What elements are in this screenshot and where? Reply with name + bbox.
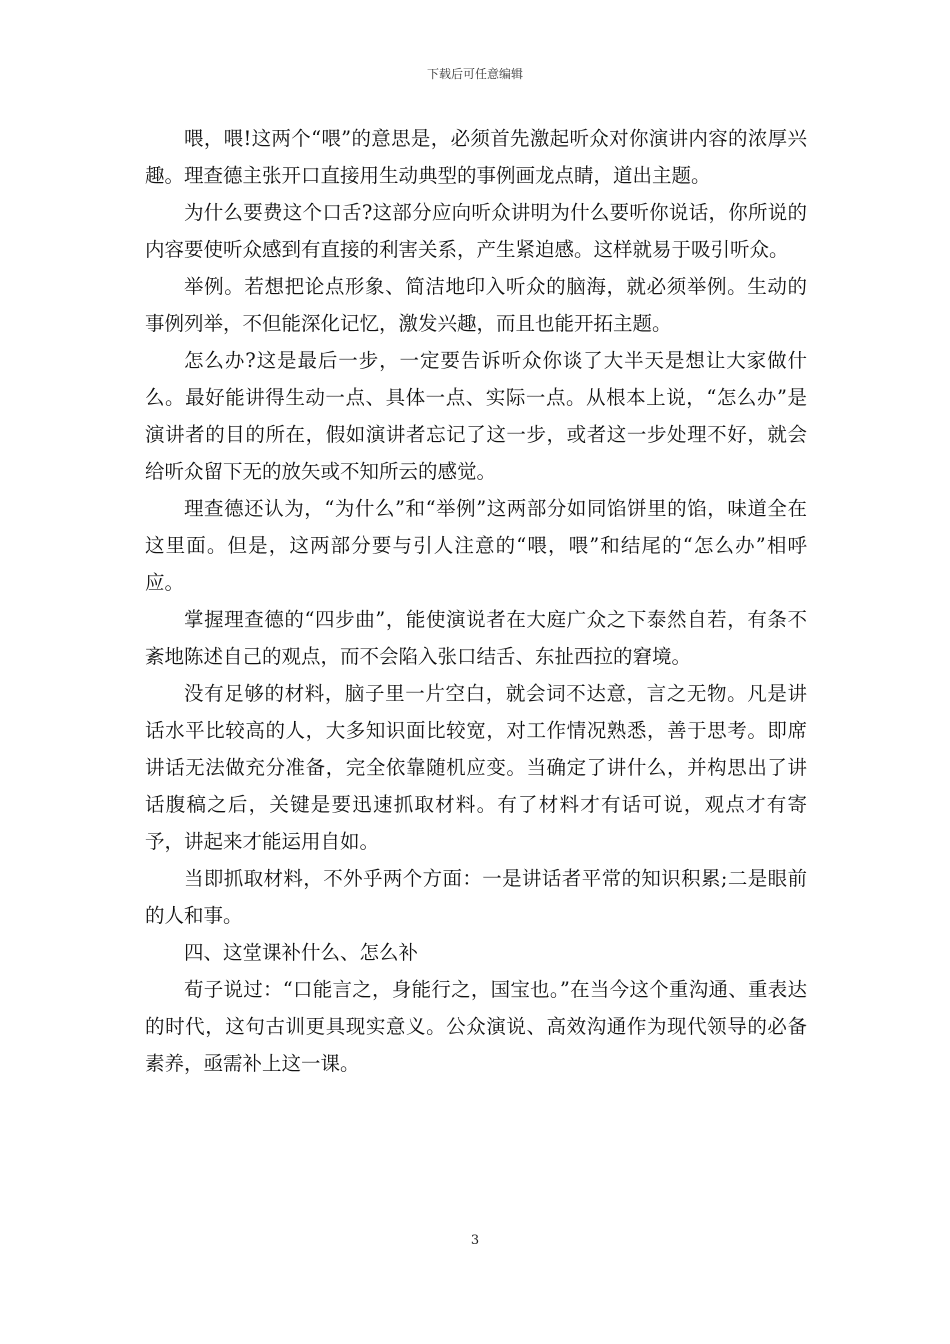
paragraph-1: 喂，喂!这两个“喂”的意思是，必须首先激起听众对你演讲内容的浓厚兴趣。理查德主张开口直接用生动典型的事例画龙点睛，道出主题。 xyxy=(145,127,807,187)
paragraph-6: 掌握理查德的“四步曲”，能使演说者在大庭广众之下泰然自若，有条不紊地陈述自己的观点，而不会陷入张口结舌、东扯西拉的窘境。 xyxy=(145,608,807,668)
document-body xyxy=(145,120,807,1082)
paragraph-9: 荀子说过：“口能言之，身能行之，国宝也。”在当今这个重沟通、重表达的时代，这句古训更具现实意义。公众演说、高效沟通作为现代领导的必备素养，亟需补上这一课。 xyxy=(145,978,807,1075)
page-header: 下载后可任意编辑 xyxy=(426,67,523,81)
paragraph-4: 怎么办?这是最后一步，一定要告诉听众你谈了大半天是想让大家做什么。最好能讲得生动一点、具体一点、实际一点。从根本上说，“怎么办”是演讲者的目的所在，假如演讲者忘记了这一步，或者这一步处理不好，就会给听众留下无的放矢或不知所云的感觉。 xyxy=(145,349,807,483)
paragraph-2: 为什么要费这个口舌?这部分应向听众讲明为什么要听你说话，你所说的内容要使听众感到有直接的利害关系，产生紧迫感。这样就易于吸引听众。 xyxy=(145,201,807,261)
section-heading: 四、这堂课补什么、怎么补 xyxy=(184,941,419,964)
paragraph-5: 理查德还认为，“为什么”和“举例”这两部分如同馅饼里的馅，味道全在这里面。但是，这两部分要与引人注意的“喂，喂”和结尾的“怎么办”相呼应。 xyxy=(145,497,807,594)
paragraph-7: 没有足够的材料，脑子里一片空白，就会词不达意，言之无物。凡是讲话水平比较高的人，大多知识面比较宽，对工作情况熟悉，善于思考。即席讲话无法做充分准备，完全依靠随机应变。当确定了讲什么，并构思出了讲话腹稿之后，关键是要迅速抓取材料。有了材料才有话可说，观点才有寄予，讲起来才能运用自如。 xyxy=(145,682,807,853)
page-number: 3 xyxy=(470,1233,480,1248)
paragraph-8: 当即抓取材料，不外乎两个方面：一是讲话者平常的知识积累;二是眼前的人和事。 xyxy=(145,867,807,927)
paragraph-3: 举例。若想把论点形象、简洁地印入听众的脑海，就必须举例。生动的事例列举，不但能深化记忆，激发兴趣，而且也能开拓主题。 xyxy=(145,275,807,335)
